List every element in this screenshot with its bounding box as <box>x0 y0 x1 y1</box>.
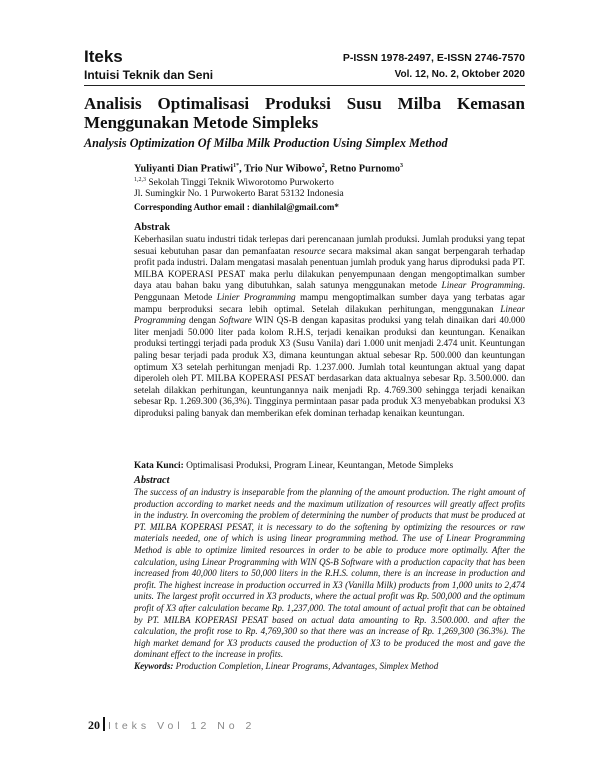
footer-journal-text: Iteks Vol 12 No 2 <box>108 720 256 732</box>
article-subtitle: Analysis Optimization Of Milba Milk Production Using Simplex Method <box>84 136 448 150</box>
author-sup: 1* <box>233 163 240 169</box>
abstrak-heading: Abstrak <box>134 222 171 233</box>
kata-kunci-text: Optimalisasi Produksi, Program Linear, Keuntangan, Metode Simpleks <box>183 461 454 471</box>
author-name: Yuliyanti Dian Pratiwi <box>134 163 234 175</box>
keywords-text: Production Completion, Linear Programs, Advantages, Simplex Method <box>173 660 439 671</box>
author-separator: , <box>324 163 330 175</box>
author-separator: , <box>239 163 245 175</box>
journal-subtitle: Intuisi Teknik dan Seni <box>84 68 214 82</box>
abstrak-term: Linier Programming <box>216 292 296 303</box>
kata-kunci-label: Kata Kunci: <box>134 461 184 471</box>
abstrak-term: Linear Programming <box>441 281 523 292</box>
abstrak-text <box>134 235 525 421</box>
abstrak-text-part: . Penggunaan Metode <box>134 281 525 303</box>
journal-volume: Vol. 12, No. 2, Oktober 2020 <box>394 69 525 80</box>
abstrak-term: Software <box>219 316 252 327</box>
keywords <box>134 661 525 673</box>
author-sup: 3 <box>400 163 403 169</box>
keywords-label: Keywords: <box>134 660 174 671</box>
header-rule <box>84 85 525 86</box>
abstrak-term: Linear Programming <box>134 304 525 327</box>
corresponding-label: Corresponding Author email : <box>134 202 250 212</box>
journal-header-row1 <box>84 47 525 67</box>
kata-kunci <box>134 461 525 471</box>
journal-issn: P-ISSN 1978-2497, E-ISSN 2746-7570 <box>342 52 525 64</box>
abstrak-section <box>134 222 525 421</box>
abstrak-term: resource <box>293 246 326 257</box>
affiliation-sup: 1,2,3 <box>134 177 146 183</box>
abstrak-text-part: mampu mengoptimalkan sumber daya yang terbatas agar mampu berproduksi secara lebih optimal. Setelah dilakukan perhitungan, menggunakan <box>134 292 525 315</box>
corresponding-author <box>134 202 339 212</box>
page-number: 20 <box>88 718 100 732</box>
corresponding-email[interactable]: dianhilal@gmail.com* <box>252 202 339 212</box>
article-title-line1: Analisis Optimalisasi Produksi Susu Milba Kemasan <box>84 94 525 113</box>
affiliation-name: Sekolah Tinggi Teknik Wiworotomo Purwokerto <box>148 178 334 189</box>
abstract-text: The success of an industry is inseparable from the planning of the amount production. The right amount of production according to market needs and the maximum utilization of resources will greatly affect profits in the industry. In overcoming the problem of determining the number of products that must be produced at PT. MILBA KOPERASI PESAT, it is necessary to do the softening by optimizing the resources or raw materials needed, one of which is using linear programming method. The use of Linear Programming Method is able to optimize limited resources in order to be able to produce more optimally. After the calculation, using Linear Programming with WIN QS-B Software with a production capacity that has been increased from 40,000 liters to 50,000 liters in the R.H.S. column, there is an increase in production and profit. The highest increase in production occurred in X3 (Vanilla Milk) products from 1,000 units to 2,474 units. The largest profit occurred in X3 products, where the actual profit was Rp. 500,000 and the optimum profit of X3 after calculation became Rp. 1,237,000. The total amount of actual profit that can be obtained by PT. MILBA KOPERASI PESAT based on actual data amounting to Rp. 3.500.000. and after the calculation, the profit rose to Rp. 4,769,300 so that there was an increase of Rp. 1,269,300 (36.3%). The high market demand for X3 products caused the production of X3 to be produced the most and gave the dominant effect to the increase in profits. <box>134 487 525 660</box>
abstract-section <box>134 475 525 673</box>
author-sup: 2 <box>321 163 325 169</box>
abstrak-text-part: secara maksimal akan sangat berpengarah terhadap profit pada industri. Dalam mengatasi masalah penentuan jumlah produk yang harus diproduksi pada PT. MILBA KOPERASI PESAT maka perlu dilakukan penyempunaan dengan mengoptimalkan sumber daya atau bahan baku yang dibutuhkan, salah satunya menggunakan metode <box>134 246 525 292</box>
article-title-line2: Menggunakan Metode Simpleks <box>84 113 319 132</box>
affiliation-address: Jl. Sumingkir No. 1 Purwokerto Barat 53132 Indonesia <box>134 189 344 199</box>
footer-divider <box>103 717 105 731</box>
abstrak-text-part: WIN QS-B dengan kapasitas produksi yang telah dinaikan dari 40.000 liter menjadi 50.000 liter pada kolom R.H.S, terjadi kenaikan produksi dan keuntungan. Kenaikan produksi tertinggi terjadi pada produk X3 (Susu Vanila) dari 1.000 unit menjadi 2.474 unit. Keuntungan paling besar terjadi pada produk X3, dimana keuntungan aktual sebesar Rp. 500.000 dan keuntungan optimum X3 setelah perhitungan menjadi Rp. 1.237.000. Jumlah total keuntungan aktual yang dapat diperoleh oleh PT. MILBA KOPERASI PESAT berdasarkan data aktualnya sebesar Rp. 3.500.000. dan setelah dilakkan perhitungan, keuntungannya naik menjadi Rp. 4.769.300 sehingga terjadi kenaikan sebesar Rp. 1.269.300 (36,3%). Tingginya permintaan pasar pada produk X3 menyebabkan produksi X3 diproduksi paling banyak dan memberikan efek dominan terhadap kenaikan keuntungan. <box>134 316 525 419</box>
author-name: Trio Nur Wibowo <box>244 163 322 175</box>
journal-header-row2 <box>84 68 525 82</box>
journal-name: Iteks <box>84 47 123 66</box>
abstract-heading: Abstract <box>134 475 170 486</box>
affiliation <box>134 177 334 188</box>
abstrak-text-part: dengan <box>185 316 220 327</box>
page-footer <box>88 717 255 733</box>
author-list <box>134 163 403 174</box>
author-name: Retno Purnomo <box>329 163 400 175</box>
abstrak-text-part: Keberhasilan suatu industri tidak terlepas dari perencanaan jumlah produksi. Jumlah produksi yang tepat sesuai kebutuhan pasar dan pemanfaatan <box>134 235 525 257</box>
